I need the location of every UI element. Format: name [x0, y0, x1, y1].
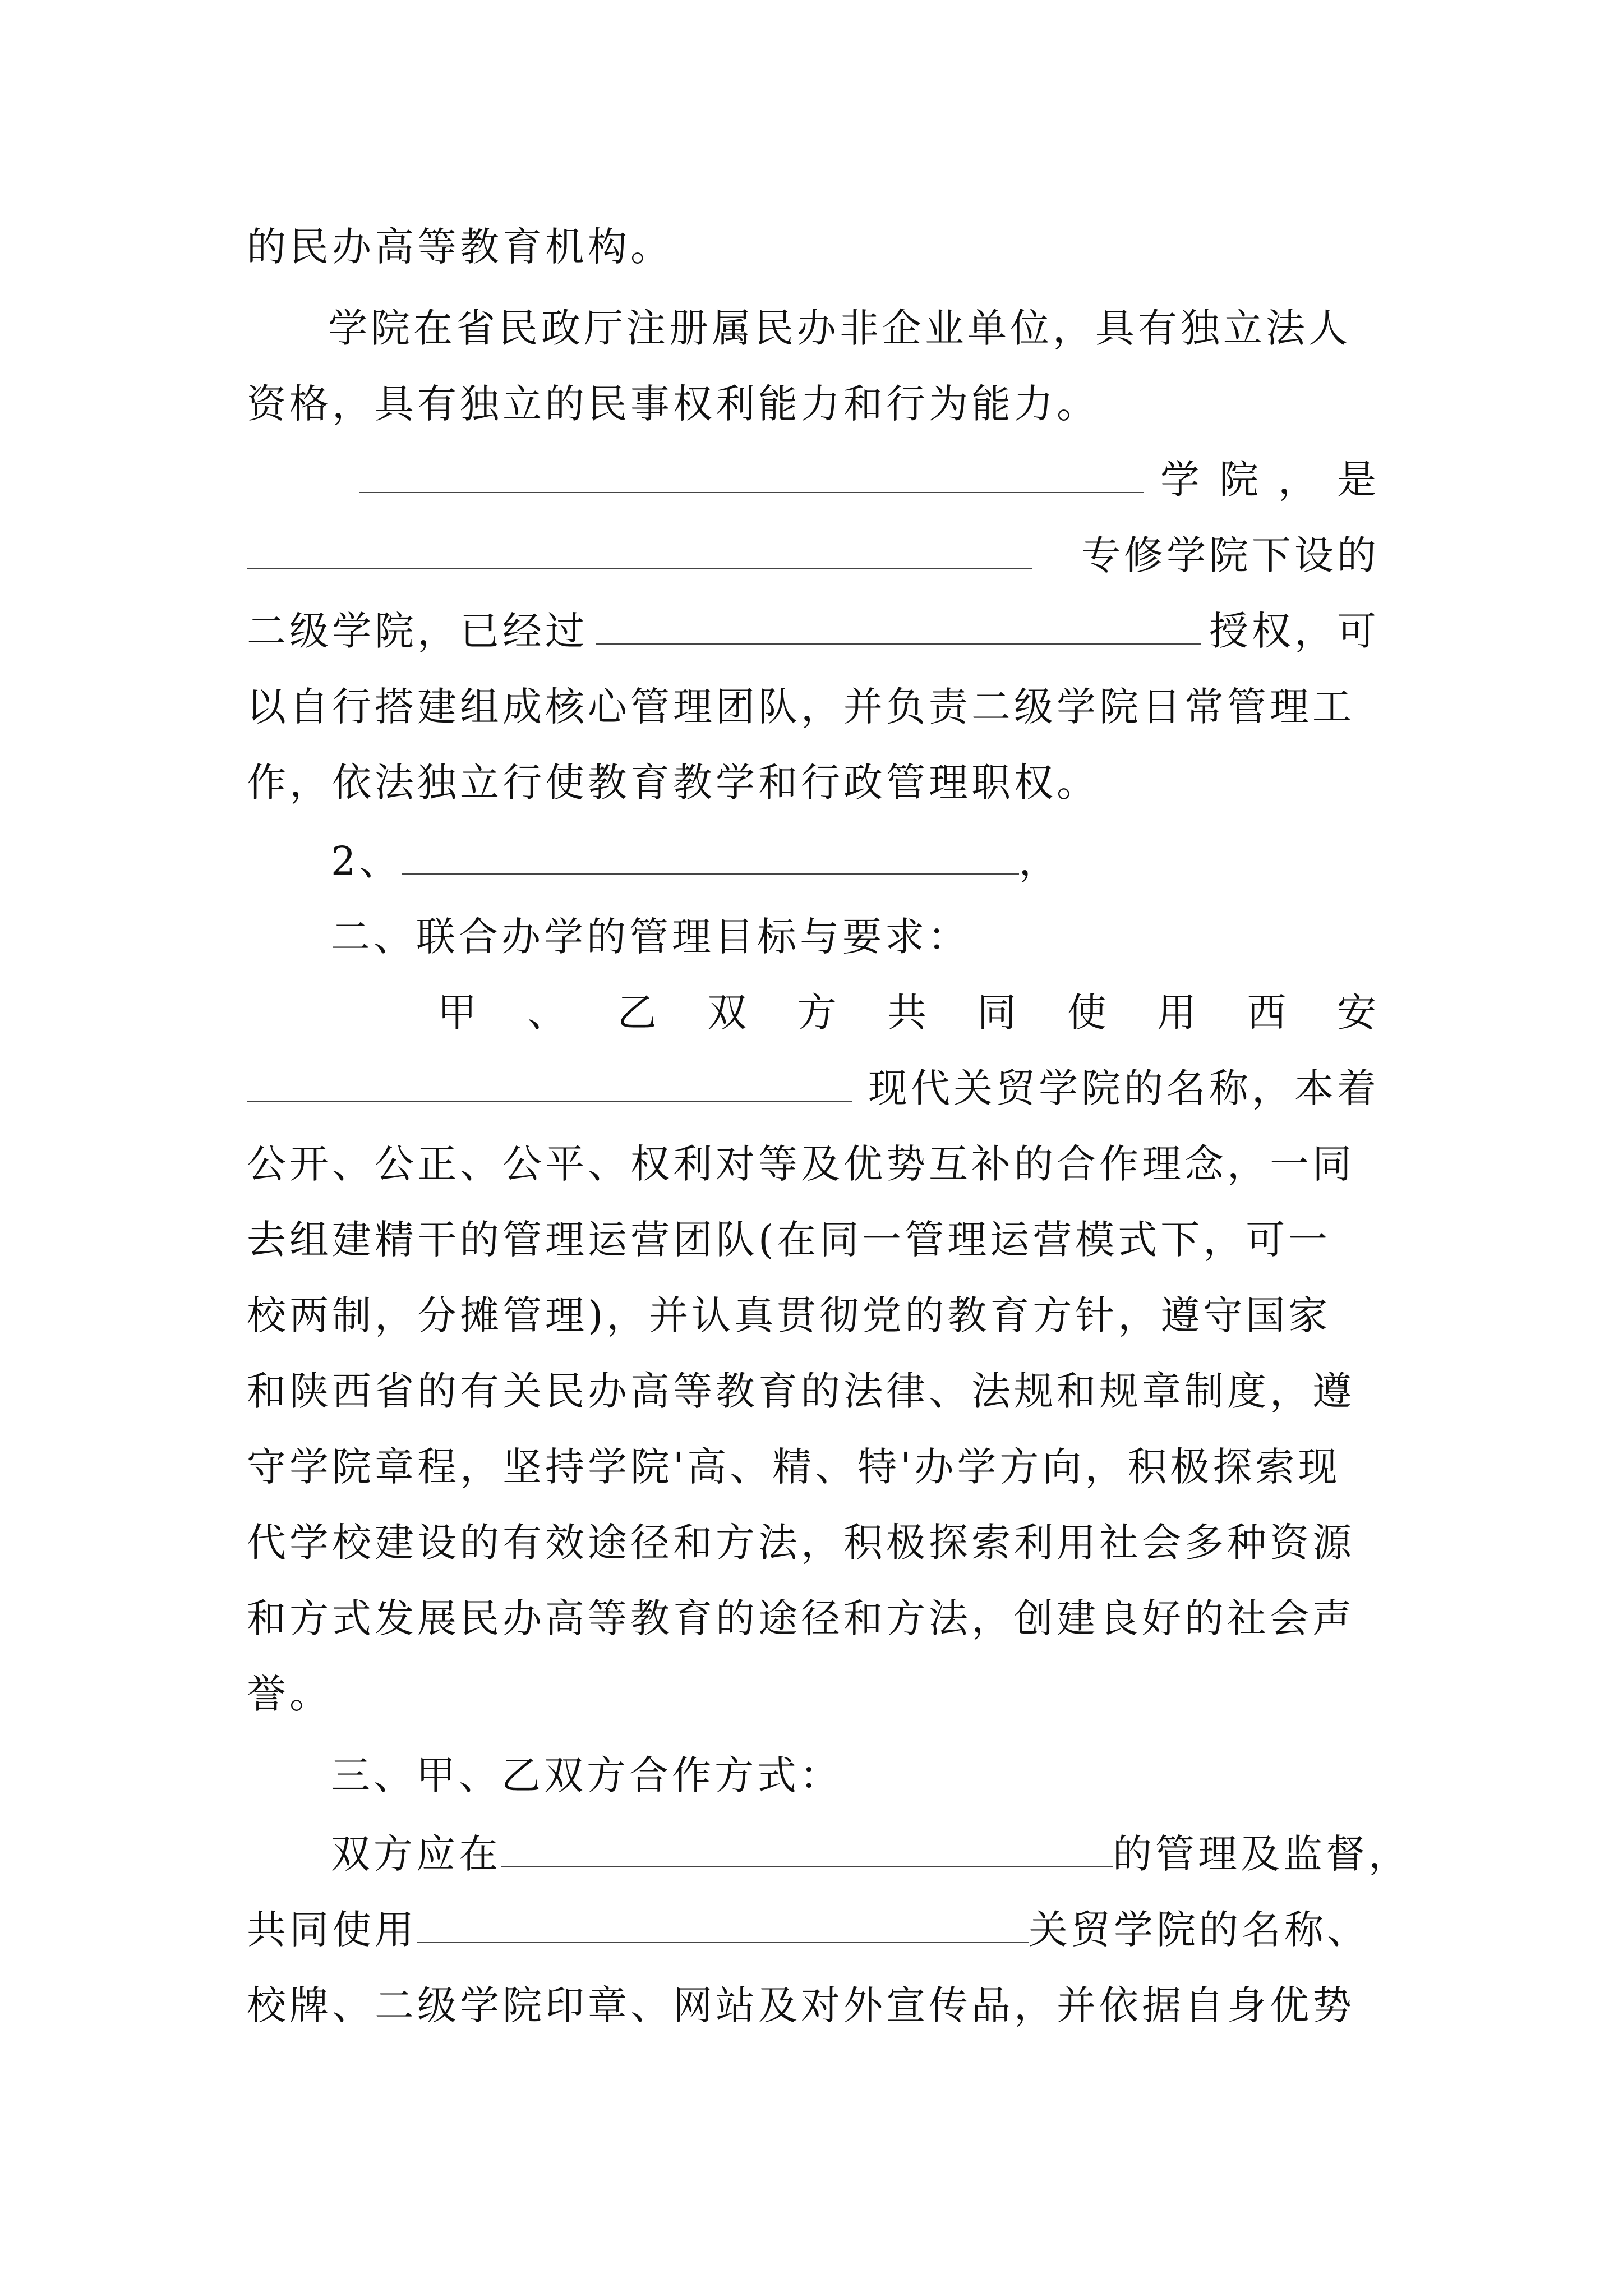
fill-blank [596, 604, 1201, 645]
text-line-4 [359, 449, 1380, 510]
text-line-24 [247, 1975, 1380, 2036]
line-text: 校牌、二级学院印章、网站及对外宣传品，并依据自身优势 [247, 1982, 1355, 2028]
text-line-22 [331, 1823, 1411, 1885]
line-text: 公开、公正、公平、权利对等及优势互补的合作理念，一同 [247, 1141, 1355, 1187]
line-text: 双方应在 [331, 1831, 501, 1877]
line-text: 专修学院下设的 [1081, 532, 1380, 578]
fill-blank [402, 834, 1019, 875]
text-line-11 [437, 982, 1380, 1043]
line-text: 学院在省民政厅注册属民办非企业单位，具有独立法人 [328, 305, 1351, 351]
text-line-8 [247, 752, 1380, 813]
spaced-char: 安 [1336, 990, 1380, 1036]
line-text: 去组建精干的管理运营团队(在同一管理运营模式下，可一 [247, 1217, 1331, 1263]
line-text: 2、 [331, 838, 402, 884]
spaced-char: 院 [1219, 457, 1262, 503]
text-line-12 [247, 1057, 1380, 1119]
fill-blank [247, 1061, 852, 1102]
line-text: 以自行搭建组成核心管理团队，并负责二级学院日常管理工 [247, 684, 1355, 730]
text-line-17 [247, 1436, 1380, 1498]
line-text: 和方式发展民办高等教育的途径和方法，创建良好的社会声 [247, 1595, 1355, 1641]
line-text: 资格，具有独立的民事权利能力和行为能力。 [247, 381, 1099, 427]
text-line-1 [247, 216, 1380, 278]
line-text: 关贸学院的名称、 [1029, 1907, 1370, 1953]
fill-blank [417, 1903, 1029, 1943]
text-line-20 [247, 1663, 1380, 1725]
spaced-char: 同 [977, 990, 1020, 1036]
spaced-char: 是 [1337, 457, 1380, 503]
line-text: 誉。 [247, 1671, 332, 1717]
line-text: 和陕西省的有关民办高等教育的法律、法规和规章制度，遵 [247, 1368, 1355, 1414]
line-text: 共同使用 [247, 1907, 417, 1953]
spaced-char: ， [1278, 457, 1321, 503]
line-text: 的民办高等教育机构。 [247, 224, 673, 270]
section-heading-3 [331, 1745, 1380, 1806]
text-line-15 [247, 1285, 1380, 1346]
line-text: 作，依法独立行使教育教学和行政管理职权。 [247, 760, 1099, 806]
spaced-char: 用 [1157, 990, 1200, 1036]
text-line-5 [247, 524, 1380, 586]
fill-blank [359, 453, 1144, 493]
text-line-2 [328, 297, 1380, 359]
line-text: 的管理及监督， [1113, 1831, 1411, 1877]
text-line-7 [247, 676, 1380, 738]
line-text: 三、甲、乙双方合作方式： [331, 1752, 842, 1798]
text-line-3 [247, 373, 1380, 435]
spaced-char: 双 [707, 990, 750, 1036]
spaced-char: 共 [887, 990, 930, 1036]
line-text: 二级学院，已经过 [247, 608, 588, 654]
line-text: ， [1018, 838, 1062, 884]
spaced-char: 方 [797, 990, 840, 1036]
spaced-char: 西 [1247, 990, 1290, 1036]
text-line-13 [247, 1133, 1380, 1195]
text-line-18 [247, 1512, 1380, 1573]
text-line-6 [247, 600, 1380, 662]
line-text: 现代关贸学院的名称，本着 [868, 1065, 1380, 1111]
text-line-9 [331, 830, 1060, 892]
line-text: 授权，可 [1209, 608, 1380, 654]
spaced-char: 甲 [437, 990, 480, 1036]
line-text: 守学院章程，坚持学院'高、精、特'办学方向，积极探索现 [247, 1444, 1341, 1490]
section-heading-2 [331, 906, 1380, 968]
text-line-14 [247, 1209, 1380, 1271]
line-text: 校两制，分摊管理)，并认真贯彻党的教育方针，遵守国家 [247, 1292, 1331, 1338]
fill-blank [501, 1827, 1113, 1867]
spaced-char: 乙 [617, 990, 660, 1036]
spaced-char: 、 [527, 990, 570, 1036]
spaced-char: 学 [1160, 457, 1203, 503]
spaced-char: 使 [1067, 990, 1110, 1036]
fill-blank [247, 528, 1032, 569]
line-text: 代学校建设的有效途径和方法，积极探索利用社会多种资源 [247, 1520, 1355, 1566]
text-line-19 [247, 1588, 1380, 1649]
text-line-16 [247, 1360, 1380, 1422]
line-text: 二、联合办学的管理目标与要求： [331, 914, 970, 960]
text-line-23 [247, 1899, 1380, 1961]
